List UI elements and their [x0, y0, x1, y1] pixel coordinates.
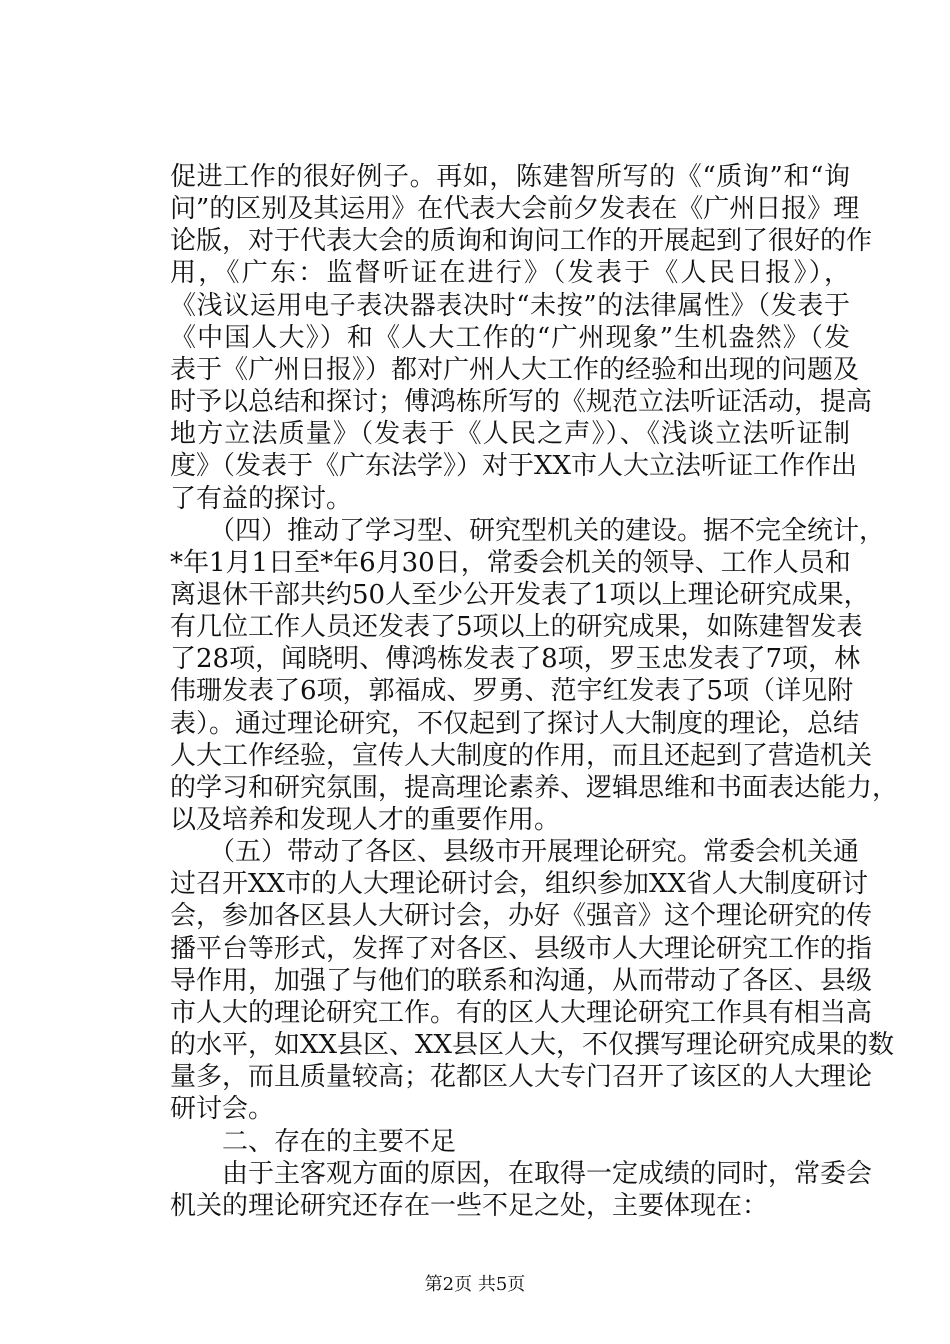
text-line: 促进工作的很好例子。再如，陈建智所写的《“质询”和“询	[170, 162, 850, 192]
text-line: 了28项，闻晓明、傅鸿栋发表了8项，罗玉忠发表了7项，林	[170, 644, 861, 675]
text-line: 播平台等形式，发挥了对各区、县级市人大理论研究工作的指	[170, 933, 873, 964]
text-line: （四）推动了学习型、研究型机关的建设。据不完全统计，	[170, 515, 886, 546]
text-line: 用，《广东：监督听证在进行》（发表于《人民日报》），	[170, 258, 850, 289]
text-line: 人大工作经验，宣传人大制度的作用，而且还起到了营造机关	[170, 740, 873, 771]
text-line: 时予以总结和探讨；傅鸿栋所写的《规范立法听证活动，提高	[170, 387, 873, 418]
text-line: 问”的区别及其运用》在代表大会前夕发表在《广州日报》理	[170, 194, 860, 225]
text-line: 的学习和研究氛围，提高理论素养、逻辑思维和书面表达能力，	[170, 772, 899, 803]
text-line: 量多，而且质量较高；花都区人大专门召开了该区的人大理论	[170, 1062, 873, 1093]
text-line: 《中国人大》）和《人大工作的“广州现象”生机盎然》（发	[170, 322, 850, 353]
text-line: 有几位工作人员还发表了5项以上的研究成果，如陈建智发表	[170, 612, 863, 643]
text-line: *年1月1日至*年6月30日，常委会机关的领导、工作人员和	[170, 547, 851, 578]
text-line: 地方立法质量》（发表于《人民之声》）、《浅谈立法听证制	[170, 419, 850, 450]
text-line: 会，参加各区县人大研讨会，办好《强音》这个理论研究的传	[170, 901, 873, 932]
page-footer: 第2页 共5页	[424, 1274, 526, 1295]
text-line: （五）带动了各区、县级市开展理论研究。常委会机关通	[170, 837, 860, 868]
text-line: 了有益的探讨。	[170, 483, 353, 514]
text-line: 论版，对于代表大会的质询和询问工作的开展起到了很好的作	[170, 226, 873, 257]
text-line: 导作用，加强了与他们的联系和沟通，从而带动了各区、县级	[170, 965, 873, 996]
text-line: 《浅议运用电子表决器表决时“未按”的法律属性》（发表于	[170, 290, 850, 321]
text-line: 二、存在的主要不足	[170, 1126, 457, 1157]
text-line: 表于《广州日报》）都对广州人大工作的经验和出现的问题及	[170, 354, 860, 385]
text-line: 的水平，如XX县区、XX县区人大，不仅撰写理论研究成果的数	[170, 1030, 895, 1061]
text-line: 以及培养和发现人才的重要作用。	[170, 805, 561, 835]
text-line: 伟珊发表了6项，郭福成、罗勇、范宇红发表了5项（详见附	[170, 676, 854, 707]
text-line: 离退休干部共约50人至少公开发表了1项以上理论研究成果，	[170, 579, 870, 610]
text-line: 过召开XX市的人大理论研讨会，组织参加XX省人大制度研讨	[170, 869, 869, 900]
text-line: 市人大的理论研究工作。有的区人大理论研究工作具有相当高	[170, 997, 873, 1028]
text-line: 机关的理论研究还存在一些不足之处，主要体现在：	[170, 1190, 769, 1221]
text-line: 研讨会。	[170, 1094, 275, 1125]
text-line: 度》（发表于《广东法学》）对于XX市人大立法听证工作作出	[170, 451, 858, 482]
text-line: 表）。通过理论研究，不仅起到了探讨人大制度的理论，总结	[170, 708, 860, 739]
text-line: 由于主客观方面的原因，在取得一定成绩的同时，常委会	[170, 1158, 873, 1189]
